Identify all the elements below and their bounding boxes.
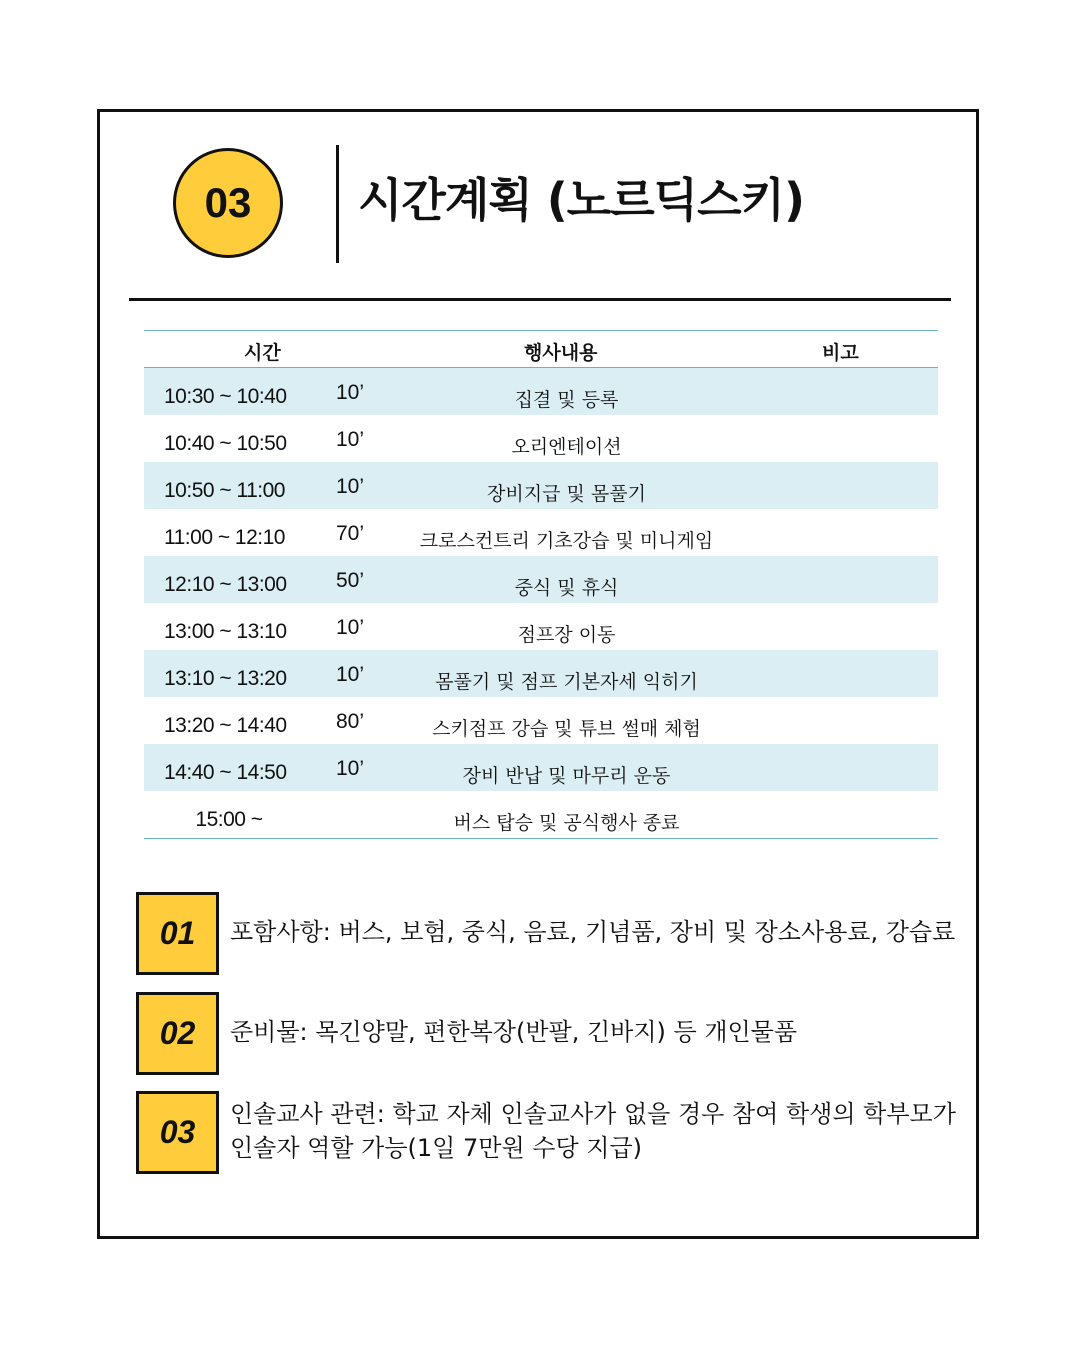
- note-text-line: 포함사항: 버스, 보험, 중식, 음료, 기념품, 장비 및 장소사용료, 강습료: [230, 918, 956, 946]
- row-activity: 스키점프 강습 및 튜브 썰매 체험: [432, 718, 701, 740]
- note-text: [230, 915, 955, 949]
- row-duration: 10’: [336, 381, 365, 404]
- row-activity: 장비지급 및 몸풀기: [487, 483, 646, 505]
- section-number-badge: [173, 148, 283, 258]
- note-text: [230, 1097, 956, 1165]
- section-number: 03: [204, 179, 252, 226]
- row-duration: 10’: [336, 663, 365, 686]
- row-duration: 10’: [336, 475, 365, 498]
- note-text: [230, 1015, 797, 1049]
- header-note: 비고: [822, 342, 859, 364]
- row-time: 11:00 ~ 12:10: [164, 526, 285, 549]
- row-time: 13:20 ~ 14:40: [164, 714, 287, 737]
- row-duration: 10’: [336, 428, 365, 451]
- table-row: [144, 462, 938, 509]
- row-time: 13:10 ~ 13:20: [164, 667, 287, 690]
- header-rule: [129, 298, 951, 301]
- table-row: [144, 415, 938, 462]
- note-number: 01: [159, 915, 196, 951]
- table-row: [144, 744, 938, 791]
- row-duration: 50’: [336, 569, 365, 592]
- row-activity: 집결 및 등록: [514, 389, 619, 411]
- row-activity: 크로스컨트리 기초강습 및 미니게임: [419, 530, 714, 552]
- page-title: 시간계획 (노르딕스키): [358, 173, 804, 227]
- row-activity: 몸풀기 및 점프 기본자세 익히기: [435, 671, 698, 693]
- note-number-box: [136, 892, 219, 975]
- note-text-line: 준비물: 목긴양말, 편한복장(반팔, 긴바지) 등 개인물품: [230, 1018, 798, 1046]
- table-row: [144, 603, 938, 650]
- note-item: [136, 892, 976, 975]
- row-duration: 70’: [336, 522, 365, 545]
- table-row: [144, 650, 938, 697]
- note-text-line: 인솔교사 관련: 학교 자체 인솔교사가 없을 경우 참여 학생의 학부모가: [230, 1100, 956, 1128]
- schedule-table: [144, 330, 938, 839]
- note-number-box: [136, 1091, 219, 1174]
- row-time: 13:00 ~ 13:10: [164, 620, 287, 643]
- row-time: 14:40 ~ 14:50: [164, 761, 287, 784]
- row-activity: 버스 탑승 및 공식행사 종료: [453, 812, 680, 834]
- table-row: [144, 368, 938, 415]
- title-divider: [336, 145, 339, 263]
- note-number: 02: [159, 1015, 196, 1051]
- row-duration: 80’: [336, 710, 365, 733]
- table-row: [144, 791, 938, 839]
- row-duration: 10’: [336, 616, 365, 639]
- table-header: [144, 330, 938, 368]
- row-duration: 10’: [336, 757, 365, 780]
- row-time: 10:30 ~ 10:40: [164, 385, 287, 408]
- row-activity: 중식 및 휴식: [514, 577, 619, 599]
- row-activity: 장비 반납 및 마무리 운동: [462, 765, 671, 787]
- note-text-line: 인솔자 역할 가능(1일 7만원 수당 지급): [230, 1134, 642, 1162]
- header-time: 시간: [244, 342, 281, 364]
- table-row: [144, 697, 938, 744]
- table-row: [144, 556, 938, 603]
- table-body: [144, 368, 938, 839]
- note-item: [136, 1091, 976, 1174]
- row-time: 15:00 ~: [195, 808, 263, 831]
- header-activity: 행사내용: [524, 342, 598, 364]
- table-row: [144, 509, 938, 556]
- note-number: 03: [159, 1114, 196, 1150]
- row-time: 10:50 ~ 11:00: [164, 479, 285, 502]
- row-activity: 점프장 이동: [517, 624, 616, 646]
- row-time: 10:40 ~ 10:50: [164, 432, 287, 455]
- note-item: [136, 992, 976, 1075]
- note-number-box: [136, 992, 219, 1075]
- row-time: 12:10 ~ 13:00: [164, 573, 287, 596]
- row-activity: 오리엔테이션: [511, 436, 622, 458]
